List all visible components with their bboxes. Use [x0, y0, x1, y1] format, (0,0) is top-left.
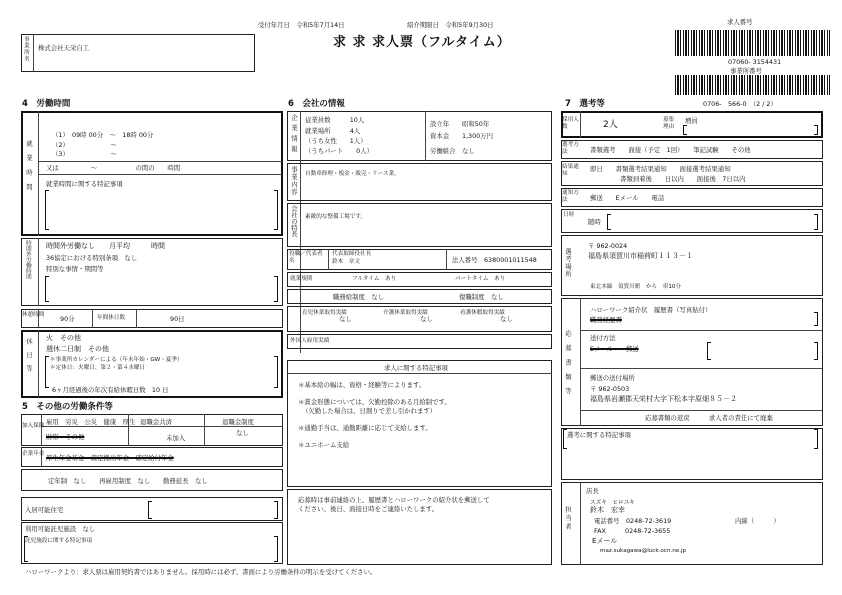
- result-notice-label: 結果通知: [562, 164, 579, 177]
- labor-union: 労働組合 なし: [430, 147, 475, 155]
- capital: 資本金 1,300万円: [430, 132, 494, 140]
- contact-kana: スズキ ヒロユキ: [590, 500, 635, 506]
- duty-pay-system: 職務給制度 なし: [333, 293, 385, 301]
- notice-method: 郵送 Eメール 電話: [590, 194, 665, 202]
- parttime-count: （うちパート 0人）: [305, 147, 373, 155]
- work-rules-label: 就業規則: [290, 276, 313, 282]
- care-leave-value: なし: [420, 315, 433, 323]
- holiday-note-1: ＊事業所カレンダーによる（年末年始・GW・夏季）: [50, 357, 183, 363]
- hire-count: 2人: [603, 120, 618, 130]
- office-number-barcode: [675, 75, 830, 95]
- annual-holidays-label: 年間休日数: [97, 315, 125, 321]
- systems-box: [287, 289, 552, 304]
- company-name-box: [21, 34, 255, 72]
- representative-label: 役職／代表者名: [289, 251, 323, 264]
- shift-2: （2） ～: [52, 141, 117, 149]
- contact-email-label: Eメール: [592, 537, 618, 545]
- application-note-1: 応募時は事前連絡の上、履歴書とハローワークの紹介状を郵送して: [298, 496, 490, 504]
- feature-label: 会社の特長: [290, 205, 298, 237]
- holiday-days: 火 その他: [46, 334, 81, 342]
- work-hours-label: 就業時間: [25, 140, 33, 198]
- send-address-label: 郵送の送付場所: [590, 374, 635, 382]
- company-name: 株式会社天栄自工: [38, 44, 90, 52]
- contact-email[interactable]: maz.sukagawa@luck.ocn.ne.jp: [600, 548, 687, 554]
- selection-method: 書類選考 面接（予定 1回） 筆記試験 その他: [590, 146, 751, 154]
- shift-3: （3） ～: [52, 150, 117, 158]
- job-number-label: 求人番号: [727, 18, 753, 26]
- overtime-label: 時間外労働時間: [24, 240, 31, 280]
- break-value: 90分: [60, 315, 75, 323]
- nursing-leave-label: 看護休暇取得実績: [460, 310, 505, 316]
- housing-label: 入居可能住宅: [25, 506, 64, 514]
- insurance-types: 雇用 労災 公災 健康 厚生: [46, 418, 136, 426]
- break-label: 休憩時間: [22, 312, 45, 318]
- selection-method-label: 選考方法: [562, 142, 579, 155]
- footer-note: ハローワークより：求人票は雇用契約書ではありません。採用時には必ず、書面により労働条件の明示を受けてください。: [25, 568, 377, 576]
- childcare-label: 利用可能託児施設 なし: [25, 525, 96, 533]
- contact-extension: 内線（ ）: [735, 517, 780, 525]
- contact-title: 店長: [586, 487, 599, 495]
- company-info-label: 企業情報: [290, 114, 298, 156]
- contact-name: 鈴木 宏幸: [590, 506, 625, 514]
- job-number-barcode: [675, 30, 830, 56]
- section6-title: 6 会社の情報: [288, 99, 345, 109]
- childcare-note-label: 託児施設に関する特記事項: [25, 538, 93, 544]
- retirement-system-value: なし: [236, 429, 249, 437]
- retirement-mutual-header: 退職金共済: [140, 418, 172, 426]
- retirement-system-header: 退職金制度: [222, 418, 254, 426]
- date-value: 随時: [588, 218, 601, 226]
- job-number: 07060- 3154431: [728, 58, 782, 66]
- holiday-note-2: ＊定休日：火曜日、第２・第４水曜日: [50, 365, 146, 371]
- selection-special-label: 選考に関する特記事項: [567, 431, 631, 439]
- special-note-2b: （欠勤した場合は、日割りで差し引かれます）: [302, 407, 437, 415]
- office-number-label: 事業所番号: [730, 67, 762, 75]
- section5-title: 5 その他の労働条件等: [22, 402, 113, 412]
- work-hours-note-label: 就業時間に関する特記事項: [46, 180, 123, 188]
- workplace-count: 就業場所 4人: [305, 127, 361, 135]
- documents-2: 職務経歴書: [590, 316, 622, 324]
- representative-name: 鈴木 章文: [332, 259, 360, 265]
- special-note-3: ＊通勤手当は、通勤距離に応じて支給します。: [298, 424, 432, 432]
- feature-box: [287, 203, 552, 247]
- pension-label: 企業年金: [22, 451, 45, 457]
- return-note: 応募書類の返戻 求人者の責任にて廃棄: [645, 414, 773, 422]
- holiday-system: 週休二日制 その他: [46, 345, 109, 353]
- corporate-number: 法人番号 6380001011548: [452, 256, 537, 264]
- employee-count: 従業員数 10人: [305, 116, 365, 124]
- application-note-2: ください。後日、面接日時をご連絡いたします。: [298, 505, 439, 513]
- send-address: 福島県岩瀬郡天栄村大字下松本字原畑８５－２: [590, 395, 737, 403]
- received-date: 受付年月日 令和5年7月14日: [258, 21, 345, 29]
- reinstatement-system: 復職制度 なし: [459, 293, 504, 301]
- retirement-mutual-value: 未加入: [166, 434, 186, 442]
- foreign-hire-label: 外国人雇用実績: [290, 338, 330, 344]
- annual-holidays-value: 90日: [170, 315, 185, 323]
- holiday-label: 休日等: [25, 338, 33, 379]
- contact-label: 担当者: [564, 506, 572, 532]
- overtime-special-clause: 36協定における特別条項 なし: [46, 254, 138, 262]
- contact-fax: FAX 0248-72-3655: [594, 527, 671, 535]
- founded-year: 設立年 昭和50年: [430, 120, 490, 128]
- work-hours-or: 又は ～ の間の 時間: [46, 164, 181, 172]
- special-note-2: ＊賞金形態については、欠勤控除のある月給制です。: [298, 398, 451, 406]
- work-rules-fulltime: フルタイム あり: [352, 276, 397, 282]
- female-count: （うち女性 1人）: [305, 137, 367, 145]
- date-label: 日時: [563, 212, 575, 218]
- office-number: 0706- 566-0 （2 / 2）: [703, 100, 777, 108]
- contact-phone: 電話番号 0248-72-3619: [594, 517, 672, 525]
- result-notice-2: 書類到着後 日以内 面接後 7日以内: [620, 175, 746, 183]
- page-title: 求 求 求人票（フルタイム）: [333, 35, 511, 50]
- overtime-special-reason: 特別な事情・期間等: [46, 265, 104, 273]
- feature-content: 素敵的な整備工場です。: [305, 214, 367, 220]
- hire-reason: 増員: [685, 117, 698, 125]
- hire-count-label: 採用人数: [562, 117, 579, 130]
- company-name-label: 事業所名: [22, 36, 29, 63]
- section4-title: 4 労働時間: [22, 99, 71, 109]
- work-rules-parttime: パートタイム あり: [455, 276, 506, 282]
- selection-address: 福島県須賀川市稲荷町１１３－１: [588, 252, 693, 260]
- expiry-date: 紹介期限日 令和5年9月30日: [407, 21, 494, 29]
- care-leave-label: 介護休業取得実績: [383, 310, 428, 316]
- selection-place-label: 選考場所: [564, 248, 572, 278]
- childcare-leave-value: なし: [339, 315, 352, 323]
- result-notice-1: 即日 書類選考結果通知 面接選考結果通知: [590, 165, 731, 173]
- representative-title: 代表取締役社長: [332, 251, 372, 257]
- send-zip: 〒 962-0503: [590, 385, 630, 393]
- pension-value: 厚生年金基金 確定拠出年金 確定給付年金: [46, 454, 174, 462]
- work-rules-box: [287, 272, 552, 287]
- business-box: [287, 163, 552, 201]
- insurance-other: 財形 その他: [46, 433, 85, 441]
- childcare-leave-label: 育児休業取得実績: [302, 310, 347, 316]
- business-content: 自動車修理・板金・販売・リース業。: [305, 171, 400, 177]
- hire-reason-label: 募集理由: [663, 117, 675, 130]
- insurance-label: 加入保険: [22, 423, 45, 429]
- retirement-age: 定年制 なし 再雇用制度 なし 勤務延長 なし: [48, 477, 208, 485]
- paid-leave-days: 6ヶ月経過後の年次有給休暇日数 10 日: [52, 386, 169, 394]
- special-notes-title: 求人に関する特記事項: [384, 364, 448, 372]
- notice-method-label: 通知方法: [562, 190, 579, 203]
- nursing-leave-value: なし: [500, 315, 513, 323]
- documents-label: 応募書類等: [564, 330, 572, 402]
- documents-1: ハローワーク紹介状 履歴書（写真貼付）: [590, 306, 712, 314]
- selection-zip: 〒 962-0024: [588, 242, 628, 250]
- send-method: Eメール 郵送: [590, 345, 639, 353]
- special-note-1: ＊基本給の幅は、資格・経験等によります。: [298, 381, 426, 389]
- selection-access: 東北本線 須賀川駅 から 車10分: [590, 284, 682, 290]
- business-label: 事業内容: [290, 166, 298, 196]
- overtime-monthly: 時間外労働なし 月平均 時間: [46, 242, 165, 250]
- send-method-label: 送付方法: [590, 334, 616, 342]
- special-note-4: ＊ユニホーム支給: [298, 441, 350, 449]
- shift-1: （1） 09時 00分 ～ 18時 00分: [52, 131, 154, 139]
- section7-title: 7 選考等: [565, 99, 605, 109]
